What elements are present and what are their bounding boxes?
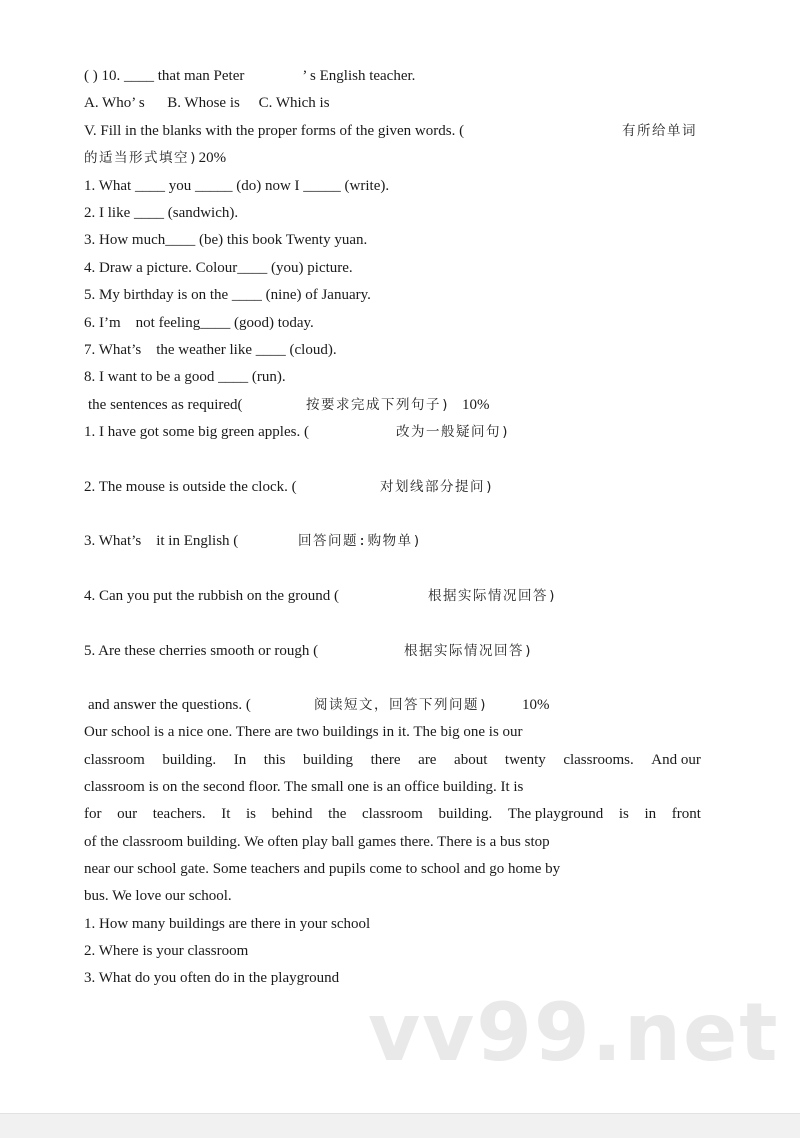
section-vi-item-instruction: 回答问题:购物单): [298, 533, 423, 549]
q10-options: A. Who’ s B. Whose is C. Which is: [84, 95, 330, 111]
page-bottom-edge: [0, 1113, 800, 1138]
section-v-item: 8. I want to be a good ____ (run).: [84, 369, 286, 385]
passage-word: the: [328, 806, 347, 822]
q10-stem: ( ) 10. ____ that man Peter: [84, 68, 245, 84]
section-vi-item: 4. Can you put the rubbish on the ground (: [84, 588, 339, 604]
section-vii-heading-cn: 阅读短文，回答下列问题): [314, 697, 489, 713]
passage-word: classrooms.: [563, 752, 634, 768]
section-v-item: 2. I like ____ (sandwich).: [84, 205, 239, 221]
passage-line: Our school is a nice one. There are two buildings in it. The big one is our: [84, 724, 523, 740]
passage-word: building: [303, 752, 354, 768]
section-v-score: 20%: [198, 150, 227, 166]
passage-word: building.: [162, 752, 217, 768]
section-vii-score: 10%: [522, 697, 550, 713]
section-vi-item: 5. Are these cherries smooth or rough (: [84, 643, 319, 659]
passage-line: bus. We love our school.: [84, 888, 232, 904]
section-vi-item-instruction: 根据实际情况回答): [428, 588, 558, 604]
section-vi-score: 10%: [462, 397, 490, 413]
section-vi-heading-cn: 按要求完成下列句子): [306, 397, 451, 413]
section-v-item: 6. I’m not feeling____ (good) today.: [84, 315, 314, 331]
passage-line-justified: [84, 805, 701, 823]
section-v-heading-cn-cont: 的适当形式填空): [84, 150, 199, 166]
section-v-item: 5. My birthday is on the ____ (nine) of January.: [84, 287, 371, 303]
passage-word: front: [671, 806, 701, 822]
section-vi-item: 2. The mouse is outside the clock. (: [84, 479, 297, 495]
passage-word: behind: [271, 806, 313, 822]
section-vi-heading: the sentences as required(: [88, 397, 243, 413]
site-watermark: vv99.net: [368, 986, 780, 1079]
passage-word: It: [221, 806, 231, 822]
section-vii-heading: and answer the questions. (: [88, 697, 251, 713]
passage-line: classroom is on the second floor. The small one is an office building. It is: [84, 779, 524, 795]
passage-word: The playground: [507, 806, 604, 822]
section-v-heading-cn-right: 有所给单词: [622, 123, 697, 139]
passage-line: near our school gate. Some teachers and pupils come to school and go home by: [84, 861, 561, 877]
section-v-heading-cont: [84, 149, 226, 167]
passage-word: are: [418, 752, 437, 768]
passage-word: building.: [438, 806, 493, 822]
passage-word: in: [644, 806, 657, 822]
passage-word: for: [84, 806, 102, 822]
section-vi-item-instruction: 改为一般疑问句): [396, 424, 511, 440]
section-v-item: 7. What’s the weather like ____ (cloud).: [84, 342, 337, 358]
section-vi-item-instruction: 对划线部分提问): [380, 479, 495, 495]
passage-word: this: [263, 752, 286, 768]
passage-line-justified: [84, 751, 701, 769]
section-v-item: 4. Draw a picture. Colour____ (you) picture.: [84, 260, 353, 276]
section-v-item: 3. How much____ (be) this book Twenty yuan.: [84, 232, 368, 248]
passage-word: there: [370, 752, 401, 768]
section-vi-item: 3. What’s it in English (: [84, 533, 239, 549]
passage-word: In: [233, 752, 247, 768]
passage-word: teachers.: [152, 806, 206, 822]
passage-word: about: [454, 752, 488, 768]
passage-word: is: [246, 806, 257, 822]
passage-word: classroom: [84, 752, 145, 768]
section-v-heading: V. Fill in the blanks with the proper forms of the given words. (: [84, 123, 465, 139]
reading-question: 2. Where is your classroom: [84, 943, 249, 959]
section-vi-item: 1. I have got some big green apples. (: [84, 424, 309, 440]
section-vi-item-instruction: 根据实际情况回答): [404, 643, 534, 659]
passage-word: our: [117, 806, 138, 822]
passage-word: is: [618, 806, 629, 822]
q10-line: [84, 67, 415, 85]
q10-tail: ’ s English teacher.: [302, 68, 416, 84]
passage-word: twenty: [504, 752, 546, 768]
section-v-item: 1. What ____ you _____ (do) now I _____ (write).: [84, 178, 390, 194]
passage-word: classroom: [362, 806, 423, 822]
passage-word: And our: [651, 752, 701, 768]
reading-question: 1. How many buildings are there in your school: [84, 916, 371, 932]
reading-question: 3. What do you often do in the playground: [84, 970, 340, 986]
passage-line: of the classroom building. We often play ball games there. There is a bus stop: [84, 834, 550, 850]
